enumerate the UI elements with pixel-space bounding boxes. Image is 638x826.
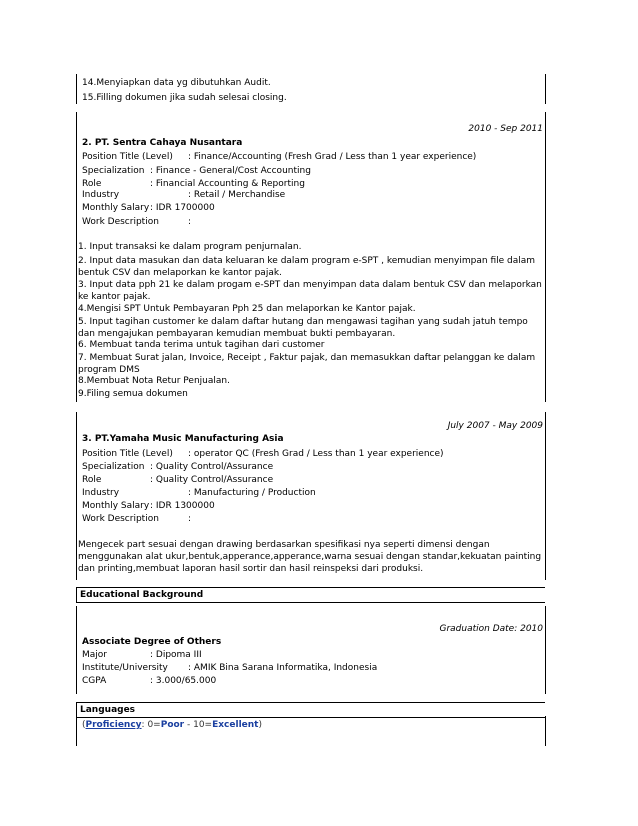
institute-value: : AMIK Bina Sarana Informatika, Indonesia — [188, 663, 378, 673]
graduation-date: Graduation Date: 2010 — [439, 624, 543, 634]
salary-value: : IDR 1700000 — [150, 203, 215, 213]
major-label: Major — [82, 650, 107, 660]
specialization-label: Specialization — [82, 462, 145, 472]
left-border — [76, 412, 77, 580]
left-border — [76, 716, 77, 746]
close-paren: ) — [258, 720, 262, 730]
position-value: : operator QC (Fresh Grad / Less than 1 year experience) — [188, 449, 444, 459]
role-label: Role — [82, 179, 102, 189]
duty-line: 15.Filling dokumen jika sudah selesai closing. — [82, 93, 287, 103]
company-name: 3. PT.Yamaha Music Manufacturing Asia — [82, 434, 284, 444]
right-border — [545, 606, 546, 694]
cgpa-label: CGPA — [82, 676, 107, 686]
work-desc-value: : — [188, 217, 192, 227]
right-border — [545, 716, 546, 746]
company-name: 2. PT. Sentra Cahaya Nusantara — [82, 138, 243, 148]
major-value: : Dipoma III — [150, 650, 202, 660]
duty-line: 3. Input data pph 21 ke dalam progam e-SPT dan menyimpan data dalam bentuk CSV dan melaporkan ke kantor pajak. — [78, 280, 542, 302]
job-date: 2010 - Sep 2011 — [468, 124, 543, 134]
poor-label: Poor — [160, 720, 185, 730]
right-border — [545, 112, 546, 402]
duty-line: 6. Membuat tanda terima untuk tagihan dari customer — [78, 340, 325, 350]
salary-label: Monthly Salary — [82, 501, 150, 511]
legend-colon: : 0= — [141, 720, 161, 730]
proficiency-link[interactable]: Proficiency — [85, 720, 142, 730]
role-value: : Quality Control/Assurance — [150, 475, 274, 485]
duty-line: 2. Input data masukan dan data keluaran ke dalam program e-SPT , kemudian menyimpan file dalam bentuk CSV dan melaporkan ke kantor pajak. — [78, 256, 536, 278]
industry-value: : Retail / Merchandise — [188, 190, 286, 200]
institute-label: Institute/University — [82, 663, 168, 673]
proficiency-legend — [82, 720, 262, 730]
education-header-label: Educational Background — [80, 590, 204, 600]
specialization-value: : Quality Control/Assurance — [150, 462, 274, 472]
specialization-label: Specialization — [82, 166, 145, 176]
left-border — [76, 606, 77, 694]
work-desc-label: Work Description — [82, 514, 159, 524]
position-value: : Finance/Accounting (Fresh Grad / Less than 1 year experience) — [188, 152, 477, 162]
role-value: : Financial Accounting & Reporting — [150, 179, 305, 189]
job-description: Mengecek part sesuai dengan drawing berdasarkan spesifikasi nya seperti dimensi dengan menggunakan alat ukur,bentuk,apperance,apperance,warna sesuai dengan standar,kekuatan painting dan printing,membuat laporan hasil sortir dan hasil reinspeksi dari produksi. — [78, 540, 542, 574]
position-label: Position Title (Level) — [82, 449, 173, 459]
left-border — [76, 74, 77, 104]
duty-line: 9.Filing semua dokumen — [78, 389, 188, 399]
open-paren: ( — [82, 720, 86, 730]
role-label: Role — [82, 475, 102, 485]
cgpa-value: : 3.000/65.000 — [150, 676, 217, 686]
legend-dash: - 10= — [184, 720, 213, 730]
industry-label: Industry — [82, 190, 120, 200]
salary-value: : IDR 1300000 — [150, 501, 215, 511]
duty-line: 8.Membuat Nota Retur Penjualan. — [78, 376, 230, 386]
duty-line: 7. Membuat Surat jalan, Invoice, Receipt , Faktur pajak, dan memasukkan daftar pelanggan ke dalam program DMS — [78, 353, 536, 375]
salary-label: Monthly Salary — [82, 203, 150, 213]
duty-line: 5. Input tagihan customer ke dalam daftar hutang dan mengawasi tagihan yang sudah jatuh tempo dan mengajukan pembayaran kemudian membuat bukti pembayaran. — [78, 317, 528, 339]
duty-line: 1. Input transaksi ke dalam program penjurnalan. — [78, 242, 302, 252]
position-label: Position Title (Level) — [82, 152, 173, 162]
right-border — [545, 74, 546, 104]
right-border — [545, 412, 546, 580]
excellent-label: Excellent — [212, 720, 259, 730]
industry-value: : Manufacturing / Production — [188, 488, 316, 498]
industry-label: Industry — [82, 488, 120, 498]
left-border — [76, 112, 77, 402]
job-date: July 2007 - May 2009 — [447, 421, 543, 431]
specialization-value: : Finance - General/Cost Accounting — [150, 166, 311, 176]
duty-line: 14.Menyiapkan data yg dibutuhkan Audit. — [82, 78, 271, 88]
work-desc-label: Work Description — [82, 217, 159, 227]
work-desc-value: : — [188, 514, 192, 524]
degree-name: Associate Degree of Others — [82, 637, 222, 647]
languages-header-label: Languages — [80, 705, 136, 715]
education-header — [76, 587, 545, 603]
languages-header — [76, 702, 545, 718]
duty-line: 4.Mengisi SPT Untuk Pembayaran Pph 25 dan melaporkan ke Kantor pajak. — [78, 304, 416, 314]
